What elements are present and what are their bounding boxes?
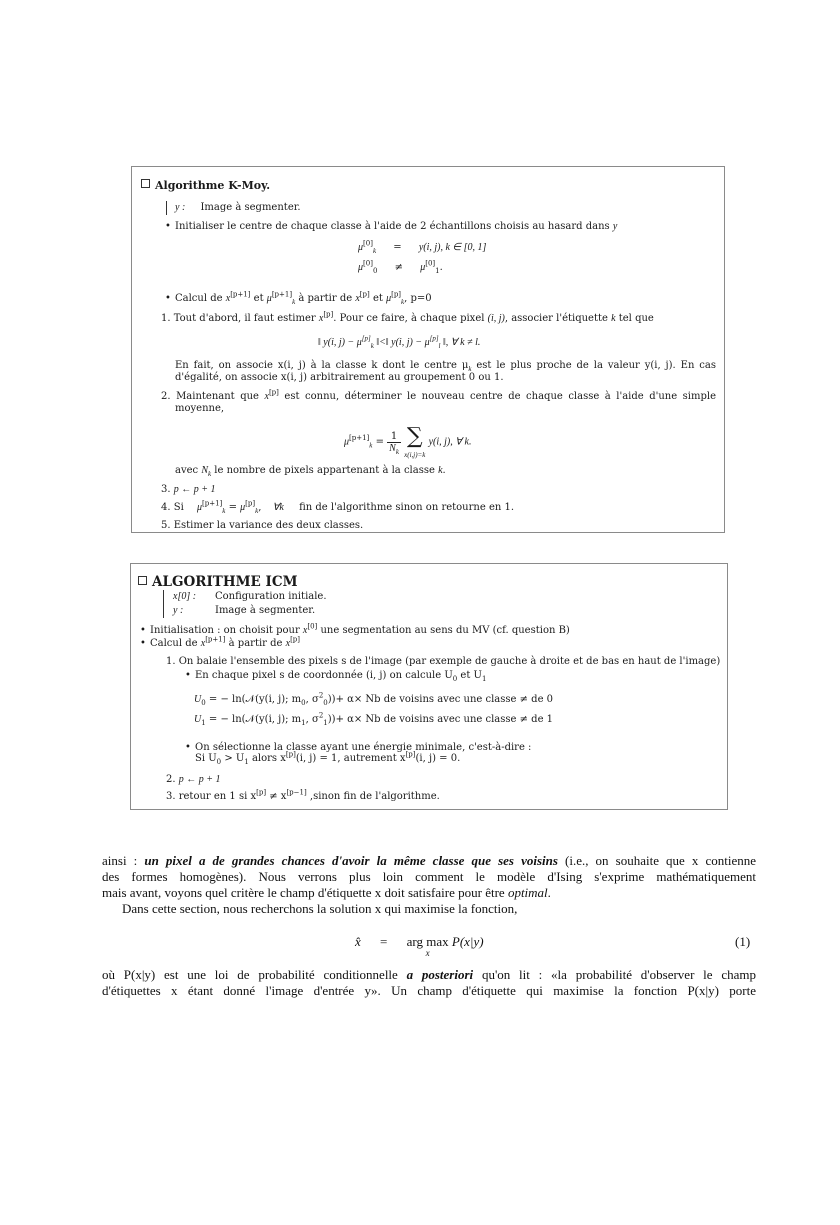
kmoy-step-5: 5. Estimer la variance des deux classes. [161,520,364,531]
icm-step-1-bullet-1: • En chaque pixel s de coordonnée (i, j) on calcule $U_0$ et $U_1$ [195,670,486,681]
icm-eq-u1: $U_1$ = − ln(𝒩(y(i, j); $m_1$, $\sigma^2_1))+ \alpha\times Nb$ de voisins avec une classe ≠ de 1 [194,711,554,727]
input-bar [163,590,164,618]
kmoy-step-3: 3. p ← p + 1 [161,484,216,495]
kmoy-bullet-calc: • Calcul de x[p+1] et $\mu[p+1]_k$ à partir de x[p] et $\mu[p]_k$, p=0 [175,293,432,304]
icm-step-1: 1. On balaie l'ensemble des pixels s de l'image (par exemple de gauche à droite et de bas en haut de l'image) [166,656,721,667]
checkbox-square-icon [141,179,150,188]
kmoy-step-2-after: avec $N_k$ le nombre de pixels appartenant à la classe k. [175,465,446,478]
kmoy-step-4: 4. Si $\mu[p+1]_k = \mu[p]_k$, ∀k fin de l'algorithme sinon on retourne en 1. [161,499,515,515]
kmoy-step-1: 1. Tout d'abord, il faut estimer x[p]. Pour ce faire, à chaque pixel (i, j), associer l'étiquette k tel que [161,310,654,324]
equation-1: x̂ = arg max x P(x|y) [355,934,484,958]
checkbox-square-icon [138,576,147,585]
input-bar [166,201,167,215]
paragraph-ising: ainsi : un pixel a de grandes chances d'avoir la même classe que ses voisins (i.e., on souhaite que x contienne des formes homogènes). Nous verrons plus loin comment le modèle d'Ising s'exprime mathématiquement mais avant, voyons quel critère le champ d'étiquette x doit satisfaire pour être optimal. Dans cette section, nous recherchons la solution x qui maximise la fonction, [102,853,757,916]
kmoy-eq-init-1: $\mu[0]_k = y(i$, j), k ∈ [0, 1] [358,239,487,255]
kmoy-step-2: 2. Maintenant que x[p] est connu, déterminer le nouveau centre de chaque classe à l'aide d'une simple moyenne, [161,388,716,414]
icm-step-1-bullet-2: • On sélectionne la classe ayant une énergie minimale, c'est-à-dire : Si $U_0 > U_1$ alors x[p](i, j) = 1, autrement x[p](i, j) = 0. [195,742,531,764]
equation-number: (1) [735,934,751,949]
paragraph-posterior: où P(x|y) est une loi de probabilité conditionnelle a posteriori qu'on lit : «la probabilité d'observer le champ d'étiquettes x étant donné l'image d'entrée y». Un champ d'étiquette qui maximise la fonction P(x|y) porte [102,967,756,998]
kmoy-eq-init-2: $\mu[0]_0 \ne \mu[0]_1$. [358,259,443,275]
icm-input-1: x[0] : Configuration initiale. [173,591,327,602]
icm-step-2: 2. p ← p + 1 [166,774,221,785]
kmoy-input: y : Image à segmenter. [175,202,301,213]
kmoy-bullet-init: • Initialiser le centre de chaque classe à l'aide de 2 échantillons choisis au hasard dans y [175,221,617,232]
icm-title: ALGORITHME ICM [138,574,298,590]
icm-bullet-init: • Initialisation : on choisit pour x[0] une segmentation au sens du MV (cf. question B) [150,625,570,636]
kmoy-step-1-explanation: En fait, on associe x(i, j) à la classe k dont le centre $\mu_k$ est le plus proche de la valeur y(i, j). En cas d'égalité, on associe x(i, j) arbitrairement au groupement 0 ou 1. [175,360,716,383]
icm-step-3: 3. retour en 1 si x[p] ≠ x[p−1] ,sinon fin de l'algorithme. [166,788,440,802]
icm-input-2: y : Image à segmenter. [173,605,316,616]
kmoy-step-2-eq: $\mu[p+1]_k$ = $\frac{1}{N_k}$ ∑ x(i,j)=k y(i, j), ∀ k. [344,424,472,459]
icm-bullet-calc: • Calcul de x[p+1] à partir de x[p] [150,638,300,649]
kmoy-title: Algorithme K-Moy. [141,179,270,192]
icm-eq-u0: $U_0$ = − ln(𝒩(y(i, j); $m_0$, $\sigma^2_0))+ \alpha\times Nb$ de voisins avec une classe ≠ de 0 [194,691,554,707]
kmoy-step-1-eq: ‖ y(i, $j) - \mu[p]_k$ ‖<‖ y(i, $j) - \mu[p]_l$ ‖, ∀ k ≠ l. [318,334,481,350]
